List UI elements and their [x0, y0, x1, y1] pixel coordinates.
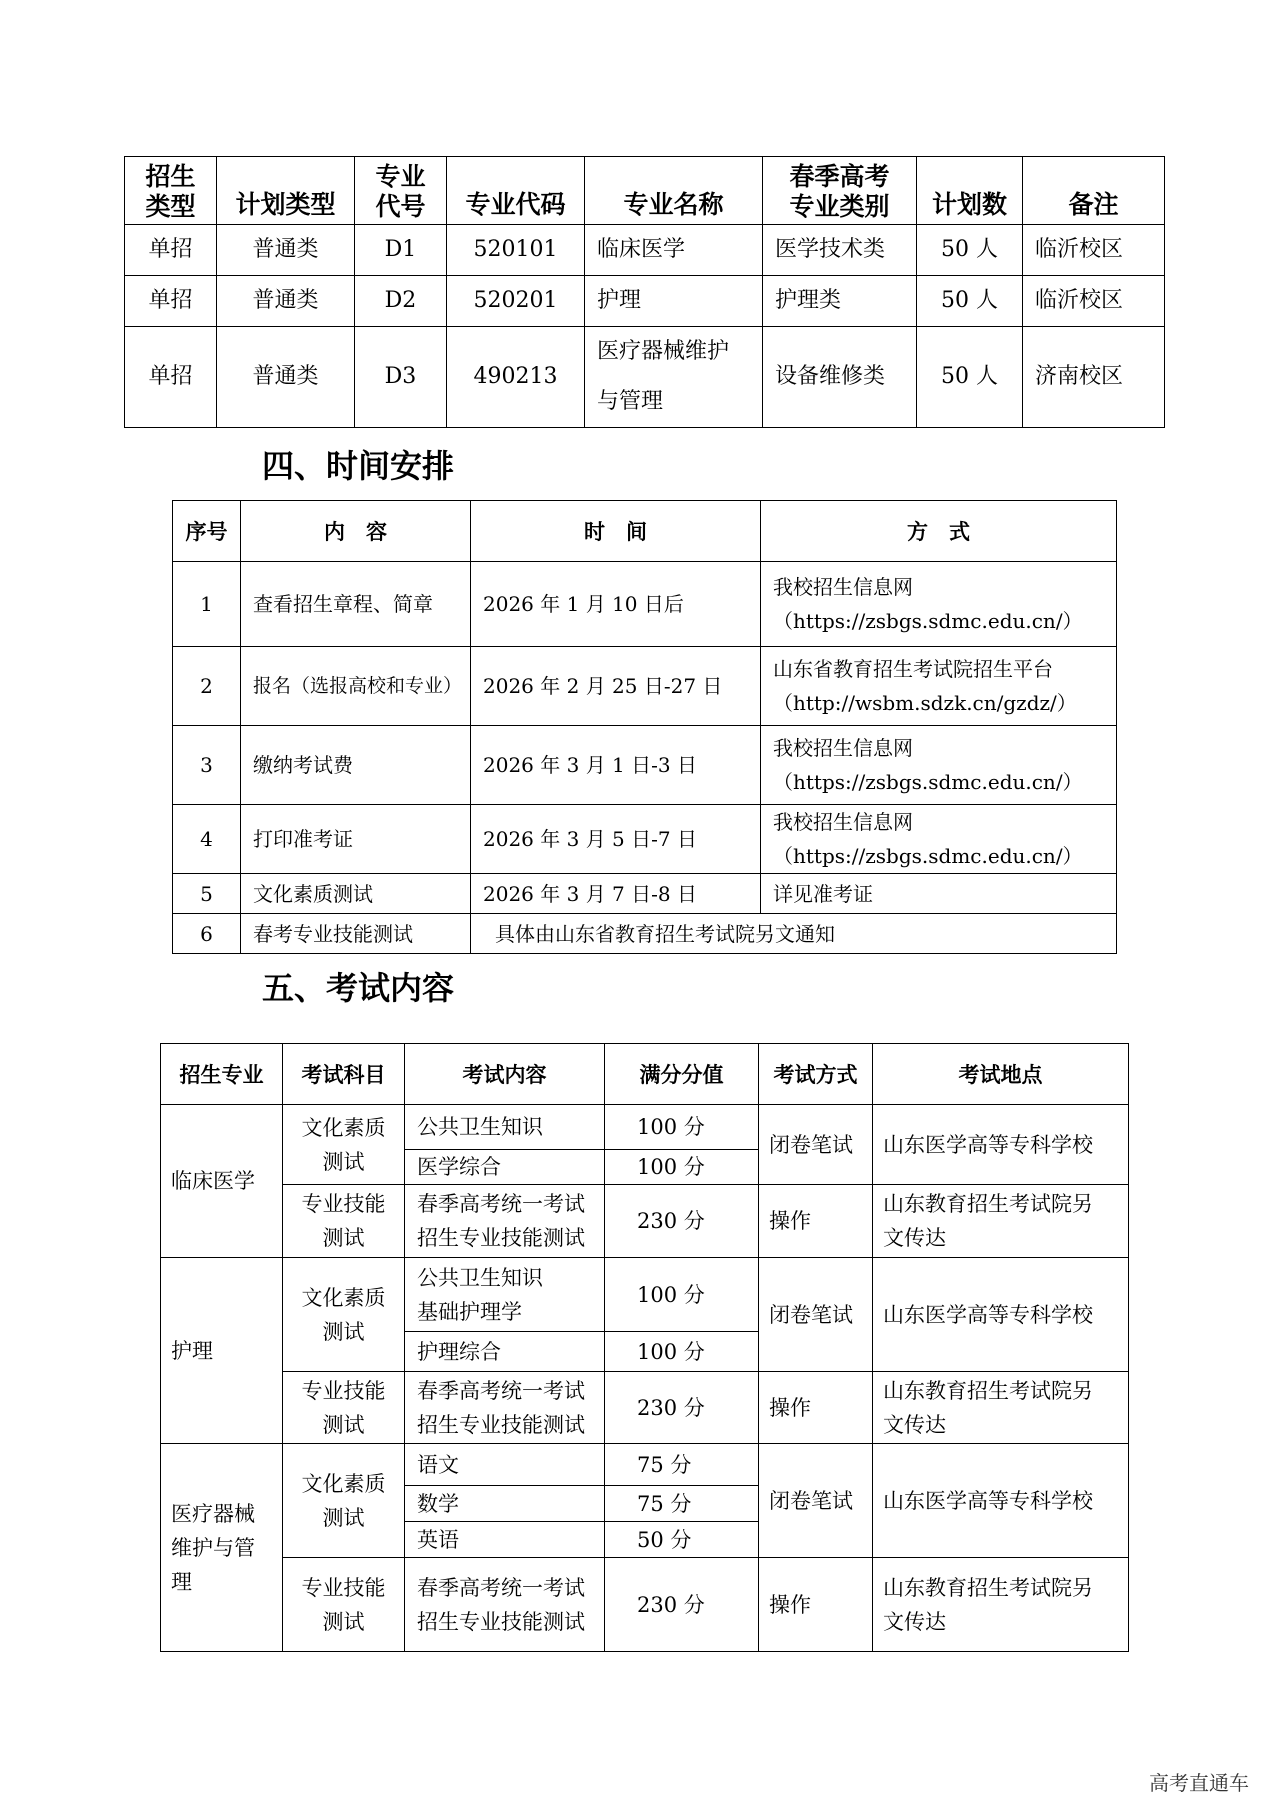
header-major: 招生专业 — [161, 1044, 283, 1105]
header-subject: 考试科目 — [283, 1044, 405, 1105]
cell-score: 75 分 — [605, 1444, 759, 1486]
header-spring-category: 春季高考 专业类别 — [763, 157, 917, 225]
cell-major: 护理 — [161, 1258, 283, 1444]
cell-content: 英语 — [405, 1522, 605, 1558]
cell-count: 50 人 — [917, 276, 1023, 327]
cell-plan: 普通类 — [217, 327, 355, 428]
cell-category: 设备维修类 — [763, 327, 917, 428]
cell-method: 详见准考证 — [761, 874, 1117, 914]
header-note: 备注 — [1023, 157, 1165, 225]
cell-major: 临床医学 — [161, 1105, 283, 1258]
cell-method — [761, 805, 1117, 874]
header-enroll-type: 招生 类型 — [125, 157, 217, 225]
cell-note: 济南校区 — [1023, 327, 1165, 428]
cell-major — [161, 1444, 283, 1652]
cell-code-no: D3 — [355, 327, 447, 428]
cell-method: 闭卷笔试 — [759, 1105, 873, 1185]
subject-text: 专业技能测试 — [301, 1378, 386, 1437]
cell-content: 报名（选报高校和专业） — [241, 647, 471, 726]
table-row — [125, 225, 1165, 276]
exam-content-table — [160, 1043, 1129, 1652]
cell-content: 医学综合 — [405, 1150, 605, 1185]
cell-method: 闭卷笔试 — [759, 1444, 873, 1558]
cell-subject — [283, 1558, 405, 1652]
cell-content: 文化素质测试 — [241, 874, 471, 914]
method-text: 山东省教育招生考试院招生平台 — [773, 657, 1053, 681]
cell-score: 75 分 — [605, 1486, 759, 1522]
header-plan-type: 计划类型 — [217, 157, 355, 225]
header-time: 时 间 — [471, 501, 761, 562]
cell-no: 1 — [173, 562, 241, 647]
major-text: 医疗器械维护与管理 — [171, 1501, 255, 1594]
cell-code: 520201 — [447, 276, 585, 327]
cell-content: 查看招生章程、简章 — [241, 562, 471, 647]
table-header-row — [161, 1044, 1129, 1105]
table-row — [161, 1258, 1129, 1332]
header-major-code-no: 专业 代号 — [355, 157, 447, 225]
table-row — [161, 1444, 1129, 1486]
cell-place: 山东医学高等专科学校 — [873, 1105, 1129, 1185]
table-row — [173, 914, 1117, 954]
cell-place — [873, 1558, 1129, 1652]
subject-text: 文化素质测试 — [301, 1285, 386, 1344]
content-text: 春季高考统一考试招生专业技能测试 — [417, 1192, 585, 1250]
method-url-link[interactable]: （https://zsbgs.sdmc.edu.cn/） — [773, 609, 1083, 633]
cell-score: 100 分 — [605, 1258, 759, 1332]
cell-no: 6 — [173, 914, 241, 954]
table-header-row — [125, 157, 1165, 225]
subject-text: 专业技能测试 — [301, 1575, 386, 1634]
header-method: 考试方式 — [759, 1044, 873, 1105]
header-no: 序号 — [173, 501, 241, 562]
header-score: 满分分值 — [605, 1044, 759, 1105]
cell-code: 520101 — [447, 225, 585, 276]
table-row — [173, 874, 1117, 914]
method-text: 我校招生信息网 — [773, 575, 913, 599]
enrollment-plan-table — [124, 156, 1165, 428]
cell-content: 语文 — [405, 1444, 605, 1486]
subject-text: 专业技能测试 — [301, 1192, 386, 1250]
header-place: 考试地点 — [873, 1044, 1129, 1105]
cell-method: 操作 — [759, 1372, 873, 1444]
method-text: 我校招生信息网 — [773, 736, 913, 760]
cell-subject — [283, 1444, 405, 1558]
cell-no: 3 — [173, 726, 241, 805]
header-content: 考试内容 — [405, 1044, 605, 1105]
header-method: 方 式 — [761, 501, 1117, 562]
content-text: 春季高考统一考试招生专业技能测试 — [417, 1575, 585, 1634]
table-row — [161, 1185, 1129, 1258]
table-row — [161, 1558, 1129, 1652]
cell-content: 春考专业技能测试 — [241, 914, 471, 954]
cell-score: 230 分 — [605, 1558, 759, 1652]
cell-score: 230 分 — [605, 1185, 759, 1258]
cell-subject — [283, 1372, 405, 1444]
cell-content: 缴纳考试费 — [241, 726, 471, 805]
place-text: 山东教育招生考试院另文传达 — [883, 1378, 1093, 1437]
cell-method: 闭卷笔试 — [759, 1258, 873, 1372]
cell-name: 护理 — [585, 276, 763, 327]
cell-place: 山东医学高等专科学校 — [873, 1258, 1129, 1372]
cell-time: 2026 年 1 月 10 日后 — [471, 562, 761, 647]
table-row — [173, 726, 1117, 805]
cell-code-no: D1 — [355, 225, 447, 276]
cell-place: 山东医学高等专科学校 — [873, 1444, 1129, 1558]
cell-method: 操作 — [759, 1185, 873, 1258]
cell-count: 50 人 — [917, 225, 1023, 276]
header-major-name: 专业名称 — [585, 157, 763, 225]
cell-content — [405, 1558, 605, 1652]
cell-content: 护理综合 — [405, 1332, 605, 1372]
cell-time: 2026 年 3 月 1 日-3 日 — [471, 726, 761, 805]
cell-score: 100 分 — [605, 1332, 759, 1372]
cell-method — [761, 647, 1117, 726]
subject-text: 文化素质测试 — [301, 1115, 386, 1174]
cell-subject — [283, 1185, 405, 1258]
cell-content: 公共卫生知识 — [405, 1105, 605, 1150]
cell-type: 单招 — [125, 276, 217, 327]
cell-type: 单招 — [125, 327, 217, 428]
schedule-table — [172, 500, 1117, 954]
table-header-row — [173, 501, 1117, 562]
cell-code-no: D2 — [355, 276, 447, 327]
cell-place — [873, 1372, 1129, 1444]
cell-score: 100 分 — [605, 1105, 759, 1150]
cell-score: 230 分 — [605, 1372, 759, 1444]
header-plan-count: 计划数 — [917, 157, 1023, 225]
cell-score: 100 分 — [605, 1150, 759, 1185]
cell-no: 5 — [173, 874, 241, 914]
cell-note: 临沂校区 — [1023, 225, 1165, 276]
cell-time: 2026 年 3 月 7 日-8 日 — [471, 874, 761, 914]
header-major-code: 专业代码 — [447, 157, 585, 225]
content-text: 春季高考统一考试招生专业技能测试 — [417, 1378, 585, 1437]
place-text: 山东教育招生考试院另文传达 — [883, 1575, 1093, 1634]
cell-time: 2026 年 3 月 5 日-7 日 — [471, 805, 761, 874]
section-title-schedule: 四、时间安排 — [262, 447, 455, 485]
cell-no: 4 — [173, 805, 241, 874]
method-url-link[interactable]: （https://zsbgs.sdmc.edu.cn/） — [773, 770, 1083, 794]
cell-method — [761, 726, 1117, 805]
cell-subject — [283, 1105, 405, 1185]
cell-no: 2 — [173, 647, 241, 726]
cell-content — [405, 1258, 605, 1332]
table-row — [173, 647, 1117, 726]
cell-plan: 普通类 — [217, 276, 355, 327]
place-text: 山东教育招生考试院另文传达 — [883, 1192, 1093, 1250]
table-row — [173, 805, 1117, 874]
cell-content: 数学 — [405, 1486, 605, 1522]
method-url-link[interactable]: （http://wsbm.sdzk.cn/gzdz/） — [773, 691, 1077, 715]
watermark-text: 高考直通车 — [1149, 1771, 1249, 1795]
cell-code: 490213 — [447, 327, 585, 428]
table-row — [125, 276, 1165, 327]
method-url-link[interactable]: （https://zsbgs.sdmc.edu.cn/） — [773, 844, 1083, 868]
table-row — [161, 1105, 1129, 1150]
table-row — [125, 327, 1165, 428]
cell-name-text: 医疗器械维护与管理 — [597, 339, 730, 414]
content-text: 公共卫生知识基础护理学 — [417, 1265, 543, 1324]
cell-place — [873, 1185, 1129, 1258]
cell-type: 单招 — [125, 225, 217, 276]
header-content: 内 容 — [241, 501, 471, 562]
cell-time: 2026 年 2 月 25 日-27 日 — [471, 647, 761, 726]
cell-content: 打印准考证 — [241, 805, 471, 874]
cell-time-method: 具体由山东省教育招生考试院另文通知 — [471, 914, 1117, 954]
cell-note: 临沂校区 — [1023, 276, 1165, 327]
cell-content — [405, 1185, 605, 1258]
method-text: 我校招生信息网 — [773, 810, 913, 834]
cell-method: 操作 — [759, 1558, 873, 1652]
cell-category: 医学技术类 — [763, 225, 917, 276]
cell-name: 临床医学 — [585, 225, 763, 276]
cell-name — [585, 327, 763, 428]
cell-method — [761, 562, 1117, 647]
cell-plan: 普通类 — [217, 225, 355, 276]
cell-category: 护理类 — [763, 276, 917, 327]
cell-score: 50 分 — [605, 1522, 759, 1558]
cell-content — [405, 1372, 605, 1444]
cell-count: 50 人 — [917, 327, 1023, 428]
table-row — [173, 562, 1117, 647]
table-row — [161, 1372, 1129, 1444]
subject-text: 文化素质测试 — [301, 1471, 386, 1530]
section-title-exam-content: 五、考试内容 — [262, 969, 455, 1007]
cell-subject — [283, 1258, 405, 1372]
